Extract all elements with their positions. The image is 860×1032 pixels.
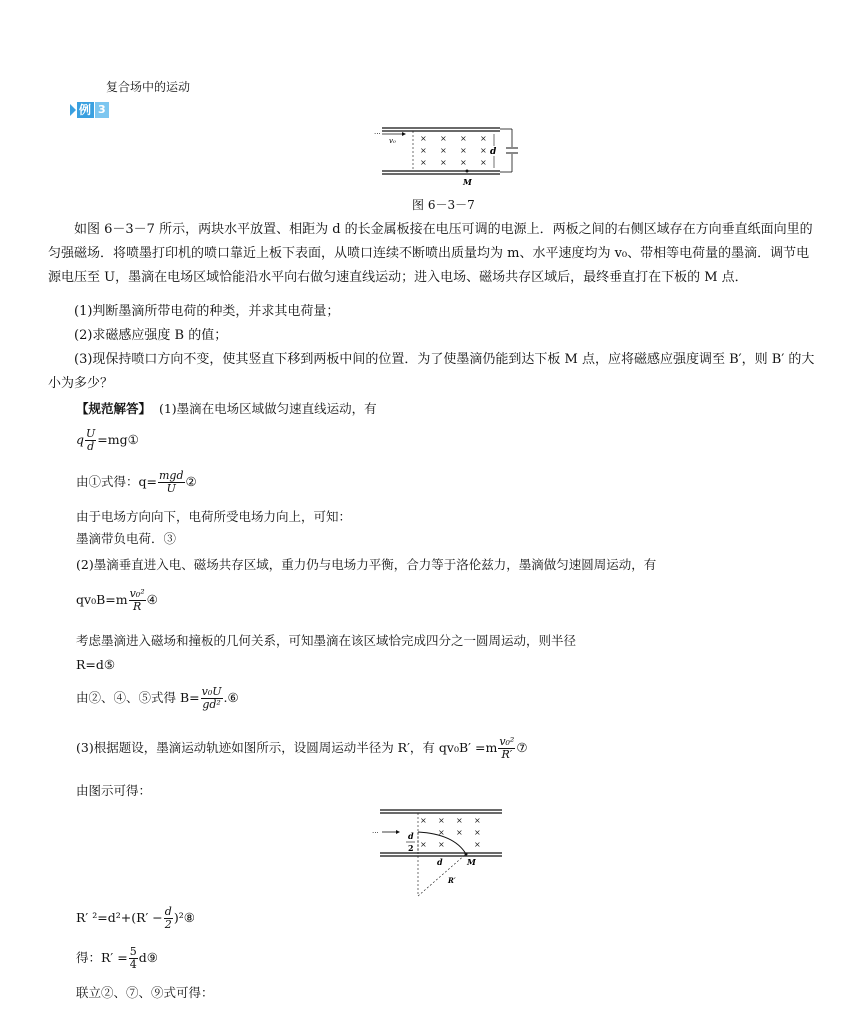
fig1-x-mark: × bbox=[440, 146, 447, 155]
fraction bbox=[129, 946, 138, 971]
fig1-v0-label: v₀ bbox=[389, 137, 396, 145]
eq-text: ⑦ bbox=[516, 740, 528, 755]
fraction bbox=[498, 736, 515, 761]
question-2: (2)求磁感应强度 B 的值； bbox=[74, 328, 228, 343]
eq-text: )²⑧ bbox=[173, 910, 195, 925]
eq-text: 得：R′ = bbox=[76, 950, 128, 965]
denominator: d bbox=[87, 440, 95, 453]
fig2-half-num: d bbox=[408, 831, 414, 841]
badge-number: 3 bbox=[95, 102, 109, 118]
fig2-x-mark: × bbox=[474, 816, 481, 825]
fig2-x-mark: × bbox=[420, 816, 427, 825]
eq-text: ② bbox=[185, 474, 197, 489]
eq-text: ④ bbox=[146, 592, 158, 607]
example-badge bbox=[70, 102, 109, 118]
equation-1 bbox=[76, 428, 139, 453]
equation-2 bbox=[76, 470, 197, 495]
fig2-half-den: 2 bbox=[408, 843, 414, 853]
fig2-x-mark: × bbox=[438, 828, 445, 837]
equation-4 bbox=[76, 588, 158, 613]
equation-6 bbox=[76, 686, 239, 711]
fig1-d-label: d bbox=[490, 147, 497, 157]
solution-text: (1)墨滴在电场区域做匀速直线运动，有 bbox=[158, 401, 377, 416]
fig1-x-mark: × bbox=[480, 146, 487, 155]
solution-step-9: 由图示可得： bbox=[76, 783, 152, 798]
fraction bbox=[164, 906, 173, 931]
solution-step-3: 由于电场方向向下，电荷所受电场力向上，可知： bbox=[76, 509, 352, 524]
eq-text: =mg① bbox=[97, 432, 139, 447]
eq-text: d⑨ bbox=[138, 950, 158, 965]
fig2-x-mark: × bbox=[438, 840, 445, 849]
numerator: d bbox=[164, 905, 172, 918]
fig1-x-mark: × bbox=[480, 134, 487, 143]
eq-text: qv₀B=m bbox=[76, 592, 128, 607]
fig2-x-mark: × bbox=[456, 816, 463, 825]
fig2-x-mark: × bbox=[438, 816, 445, 825]
fig1-x-mark: × bbox=[460, 146, 467, 155]
denominator: R′ bbox=[501, 748, 513, 761]
eq-text: 由②、④、⑤式得 B= bbox=[76, 690, 200, 705]
fraction bbox=[201, 686, 223, 711]
figure-caption: 图 6－3－7 bbox=[412, 198, 475, 212]
numerator: 5 bbox=[129, 945, 137, 958]
eq-text: (3)根据题设，墨滴运动轨迹如图所示，设圆周运动半径为 R′，有 qv₀B′ =m bbox=[76, 740, 498, 755]
fraction bbox=[129, 588, 146, 613]
eq-text: q bbox=[76, 432, 85, 447]
fig1-M-label: M bbox=[463, 177, 472, 187]
denominator: 4 bbox=[129, 958, 137, 971]
question-1: (1)判断墨滴所带电荷的种类，并求其电荷量； bbox=[74, 304, 340, 319]
fig1-x-mark: × bbox=[440, 158, 447, 167]
numerator: mgd bbox=[158, 469, 184, 482]
fig2-x-mark: × bbox=[420, 840, 427, 849]
solution-heading: 【规范解答】 bbox=[76, 401, 152, 416]
numerator: v₀² bbox=[129, 587, 145, 600]
numerator: U bbox=[86, 427, 96, 440]
solution-step-10: 联立②、⑦、⑨式可得： bbox=[76, 985, 214, 1000]
denominator: gd² bbox=[202, 698, 221, 711]
solution-step-5: (2)墨滴垂直进入电、磁场共存区域，重力仍与电场力平衡，合力等于洛伦兹力，墨滴做匀速圆周运动，有 bbox=[76, 557, 657, 572]
fig2-M-label: M bbox=[467, 857, 476, 867]
equation-8 bbox=[76, 906, 195, 931]
denominator: 2 bbox=[164, 918, 172, 931]
solution-step-6: 考虑墨滴进入磁场和撞板的几何关系，可知墨滴在该区域恰完成四分之一圆周运动，则半径 bbox=[76, 633, 577, 648]
fig1-x-mark: × bbox=[480, 158, 487, 167]
eq-text: .⑥ bbox=[223, 690, 239, 705]
numerator: v₀² bbox=[499, 735, 515, 748]
fig2-x-mark: × bbox=[474, 840, 481, 849]
fig1-x-mark: × bbox=[460, 134, 467, 143]
fig1-x-mark: × bbox=[420, 134, 427, 143]
figure-6-3-7 bbox=[372, 124, 522, 190]
fig1-x-mark: × bbox=[420, 146, 427, 155]
fig2-x-mark: × bbox=[474, 828, 481, 837]
fig2-d-label: d bbox=[437, 857, 443, 867]
section-title: 复合场中的运动 bbox=[106, 80, 191, 94]
fig1-x-mark: × bbox=[460, 158, 467, 167]
question-3: (3)现保持喷口方向不变，使其竖直下移到两板中间的位置．为了使墨滴仍能到达下板 M 点，应将磁感应强度调至 B′，则 B′ 的大小为多少？ bbox=[48, 352, 815, 391]
solution-step-4: 墨滴带负电荷．③ bbox=[76, 531, 177, 546]
equation-5: R=d⑤ bbox=[76, 657, 116, 672]
fig2-R-label: R′ bbox=[448, 876, 456, 885]
fig2-x-mark: × bbox=[456, 828, 463, 837]
svg-text:···: ··· bbox=[374, 130, 381, 138]
eq-text: 由①式得：q= bbox=[76, 474, 157, 489]
badge-label: 例 bbox=[77, 102, 94, 118]
fraction bbox=[85, 428, 96, 453]
fig1-x-mark: × bbox=[420, 158, 427, 167]
equation-9 bbox=[76, 946, 158, 971]
svg-text:···: ··· bbox=[372, 829, 379, 837]
triangle-icon bbox=[70, 104, 76, 116]
trajectory-figure bbox=[370, 806, 510, 898]
fraction bbox=[158, 470, 185, 495]
denominator: U bbox=[166, 482, 176, 495]
fig1-x-mark: × bbox=[440, 134, 447, 143]
numerator: v₀U bbox=[201, 685, 222, 698]
solution-step-1 bbox=[76, 400, 377, 418]
eq-text: R′ ²=d²+(R′ − bbox=[76, 910, 163, 925]
denominator: R bbox=[132, 600, 142, 613]
equation-7 bbox=[76, 736, 528, 761]
problem-paragraph: 如图 6－3－7 所示，两块水平放置、相距为 d 的长金属板接在电压可调的电源上．两板之间的右侧区域存在方向垂直纸面向里的匀强磁场．将喷墨打印机的喷口靠近上板下表面，从喷口连续不断喷出质量均为 m、水平速度均为 v₀、带相等电荷量的墨滴．调节电源电压至 U，墨滴在电场区域恰能沿水平向右做匀速直线运动；进入电场、磁场共存区域后，最终垂直打在下板的 M 点． bbox=[48, 222, 813, 285]
